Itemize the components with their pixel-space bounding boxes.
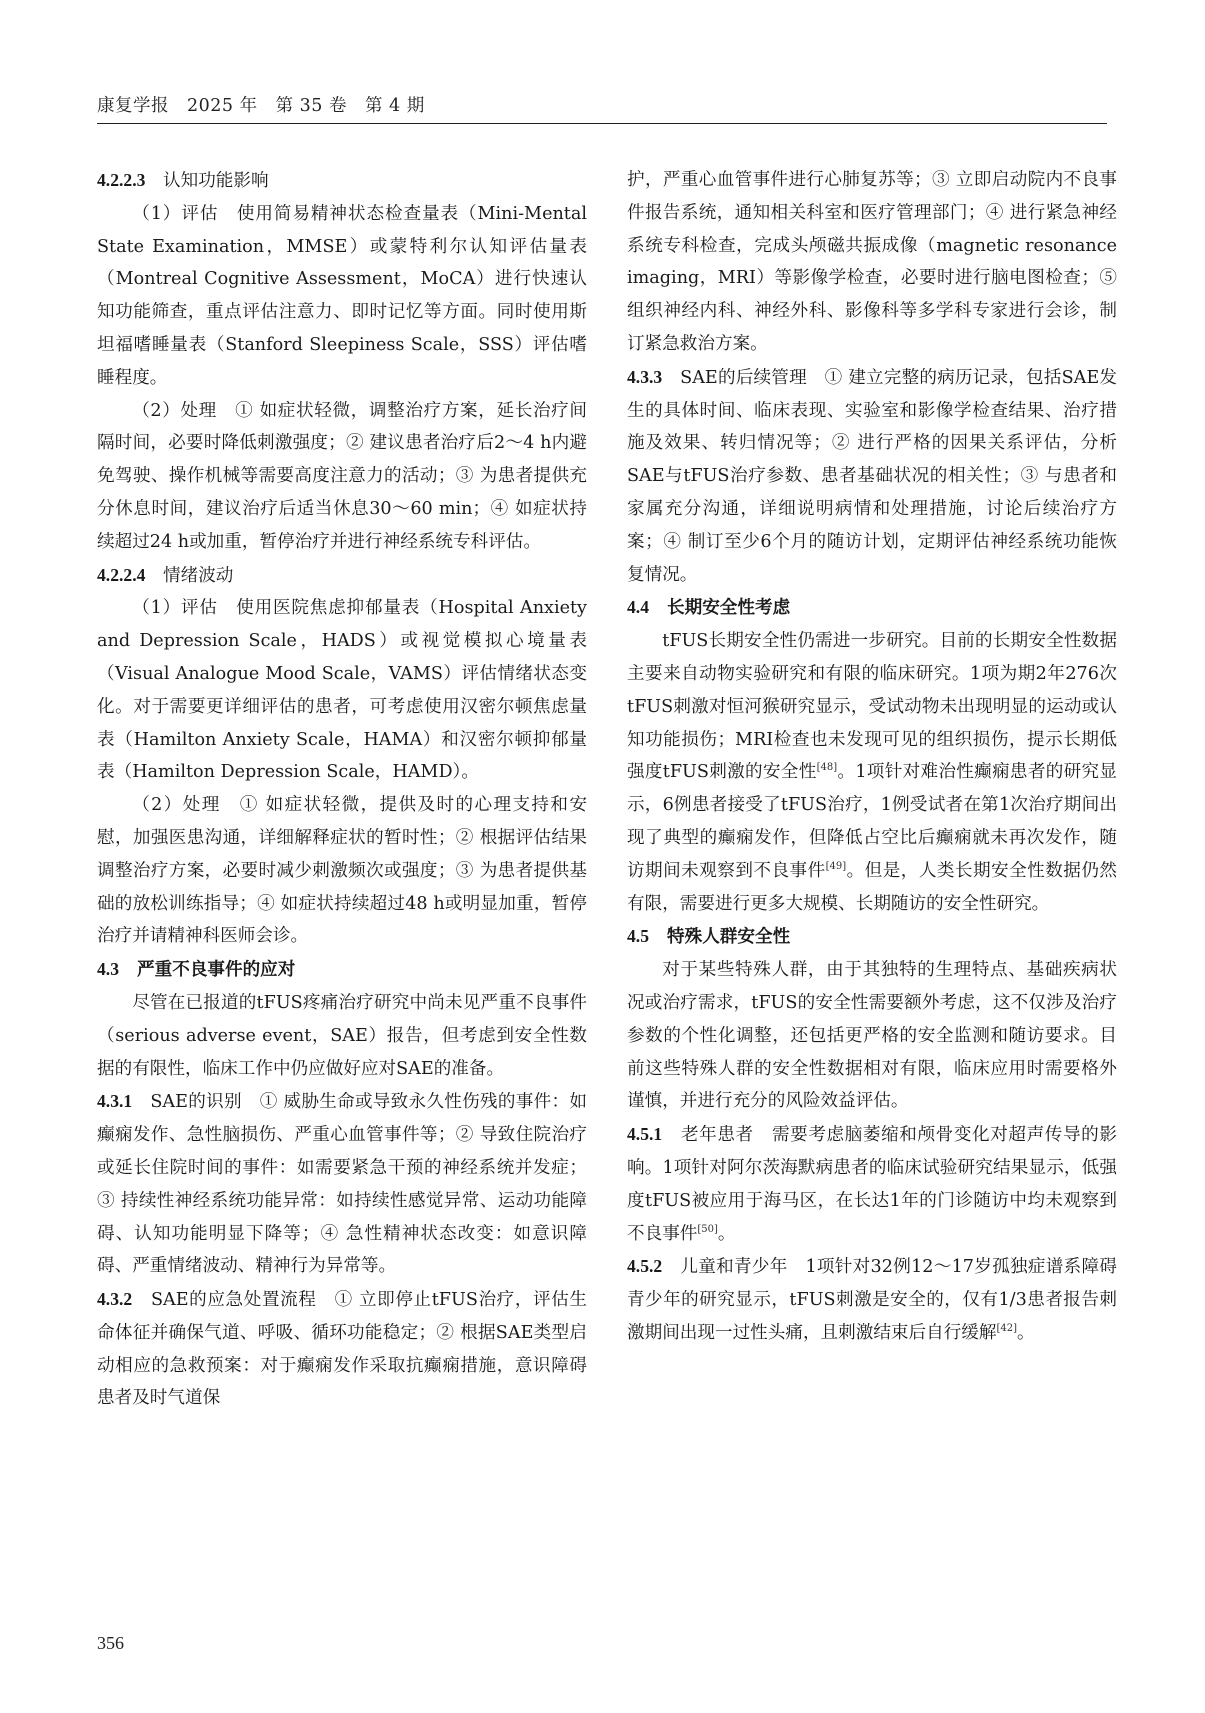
text-run: 。1项针对难治性癫痫患者的研究显示，6例患者接受了tFUS治疗，1例受试者在第1次治疗期间出现了典型的癫痫发作，但降低占空比后癫痫就未再次发作，随访期间未观察到不良事件	[627, 762, 1117, 881]
paragraph-continued: 护，严重心血管事件进行心肺复苏等；③ 立即启动院内不良事件报告系统，通知相关科室和医疗管理部门；④ 进行紧急神经系统专科检查，完成头颅磁共振成像（magnetic resonance imaging，MRI）等影像学检查，必要时进行脑电图检查；⑤ 组织神经内科、神经外科、影像科等多学科专家进行会诊，制订紧急救治方案。	[627, 170, 1117, 354]
section-number: 4.2.2.4	[97, 564, 146, 585]
section-number: 4.3.2	[97, 1289, 133, 1310]
section-title: 情绪波动	[163, 565, 234, 586]
header-divider	[97, 123, 1107, 124]
journal-header: 康复学报 2025 年 第 35 卷 第 4 期	[97, 96, 425, 116]
citation-50: [50]	[697, 1223, 718, 1235]
paragraph: ① 威胁生命或导致永久性伤残的事件：如癫痫发作、急性脑损伤、严重心血管事件等；② 导致住院治疗或延长住院时间的事件：如需要紧急干预的神经系统并发症；③ 持续性神经系统功能异常：如持续性感觉异常、运动功能障碍、认知功能明显下降等；④ 急性精神状态改变：如意识障碍、严重情绪波动、精神行为异常等。	[97, 1092, 587, 1277]
section-title: SAE的应急处置流程	[150, 1290, 317, 1311]
text-run: 。但是，人类长期安全性数据仍然有限，需要进行更多大规模、长期随访的安全性研究。	[627, 860, 1117, 914]
paragraph	[627, 625, 1117, 920]
right-column	[627, 164, 1117, 1350]
subsection-4-3-1	[97, 1085, 587, 1283]
section-heading-4-2-2-3	[97, 164, 587, 198]
paragraph: （2）处理 ① 如症状轻微，调整治疗方案，延长治疗间隔时间，必要时降低刺激强度；② 建议患者治疗后2～4 h内避免驾驶、操作机械等需要高度注意力的活动；③ 为患者提供充分休息时间，建议治疗后适当休息30～60 min；④ 如症状持续超过24 h或加重，暂停治疗并进行神经系统专科评估。	[97, 400, 587, 552]
paragraph: ① 立即停止tFUS治疗，评估生命体征并确保气道、呼吸、循环功能稳定；② 根据SAE类型启动相应的急救预案：对于癫痫发作采取抗癫痫措施，意识障碍患者及时气道保	[97, 1290, 587, 1409]
subsection-4-3-3	[627, 361, 1117, 592]
section-number: 4.4	[627, 597, 649, 618]
section-number: 4.5	[627, 926, 649, 947]
paragraph: 尽管在已报道的tFUS疼痛治疗研究中尚未见严重不良事件（serious adverse event，SAE）报告，但考虑到安全性数据的有限性，临床工作中仍应做好应对SAE的准备。	[97, 992, 587, 1079]
text-run: 。	[717, 1223, 736, 1244]
citation-49: [49]	[825, 860, 847, 872]
section-heading-4-5	[627, 920, 1117, 954]
section-title: 长期安全性考虑	[667, 597, 791, 619]
section-title: 认知功能影响	[163, 171, 269, 191]
section-heading-4-2-2-4	[97, 559, 587, 593]
section-heading-4-4	[627, 591, 1117, 625]
citation-42: [42]	[996, 1323, 1018, 1335]
section-title: SAE的后续管理	[680, 367, 807, 388]
paragraph: 对于某些特殊人群，由于其独特的生理特点、基础疾病状况或治疗需求，tFUS的安全性需要额外考虑，这不仅涉及治疗参数的个性化调整，还包括更严格的安全监测和随访要求。目前这些特殊人群的安全性数据相对有限，临床应用时需要格外谨慎，并进行充分的风险效益评估。	[627, 960, 1117, 1112]
section-title: 特殊人群安全性	[667, 926, 791, 948]
section-number: 4.3.1	[97, 1091, 133, 1112]
paragraph: （2）处理 ① 如症状轻微，提供及时的心理支持和安慰，加强医患沟通，详细解释症状的暂时性；② 根据评估结果调整治疗方案，必要时减少刺激频次或强度；③ 为患者提供基础的放松训练指导；④ 如症状持续超过48 h或明显加重，暂停治疗并请精神科医师会诊。	[97, 795, 587, 947]
text-run: 。	[1017, 1322, 1035, 1343]
citation-48: [48]	[816, 762, 838, 774]
section-number: 4.3	[97, 959, 119, 980]
text-run: 需要考虑脑萎缩和颅骨变化对超声传导的影响。1项针对阿尔茨海默病患者的临床试验研究结果显示，低强度tFUS被应用于海马区，在长达1年的门诊随访中均未观察到不良事件	[627, 1125, 1117, 1244]
section-title: SAE的识别	[150, 1092, 242, 1113]
section-title: 严重不良事件的应对	[137, 959, 296, 981]
paragraph: ① 建立完整的病历记录，包括SAE发生的具体时间、临床表现、实验室和影像学检查结果、治疗措施及效果、转归情况等；② 进行严格的因果关系评估，分析SAE与tFUS治疗参数、患者基础状况的相关性；③ 与患者和家属充分沟通，详细说明病情和处理措施，讨论后续治疗方案；④ 制订至少6个月的随访计划，定期评估神经系统功能恢复情况。	[627, 367, 1117, 585]
section-title: 老年患者	[680, 1125, 754, 1146]
subsection-4-5-1	[627, 1118, 1117, 1250]
text-run: tFUS长期安全性仍需进一步研究。目前的长期安全性数据主要来自动物实验研究和有限的临床研究。1项为期2年276次tFUS刺激对恒河猴研究显示，受试动物未出现明显的运动或认知功能损伤；MRI检查也未发现可见的组织损伤，提示长期低强度tFUS刺激的安全性	[627, 631, 1117, 783]
section-number: 4.5.2	[627, 1256, 663, 1277]
page-number: 356	[97, 1633, 124, 1653]
paragraph: （1）评估 使用医院焦虑抑郁量表（Hospital Anxiety and Depression Scale，HADS）或视觉模拟心境量表（Visual Analogue Mood Scale，VAMS）评估情绪状态变化。对于需要更详细评估的患者，可考虑使用汉密尔顿焦虑量表（Hamilton Anxiety Scale，HAMA）和汉密尔顿抑郁量表（Hamilton Depression Scale，HAMD）。	[97, 598, 587, 783]
left-column	[97, 164, 587, 1415]
section-number: 4.5.1	[627, 1124, 663, 1145]
section-number: 4.3.3	[627, 366, 663, 387]
text-run: 1项针对32例12～17岁孤独症谱系障碍青少年的研究显示，tFUS刺激是安全的，仅有1/3患者报告刺激期间出现一过性头痛，且刺激结束后自行缓解	[627, 1257, 1117, 1343]
section-number: 4.2.2.3	[97, 170, 146, 190]
subsection-4-3-2	[97, 1283, 587, 1415]
subsection-4-5-2	[627, 1250, 1117, 1349]
section-title: 儿童和青少年	[680, 1257, 788, 1278]
paragraph: （1）评估 使用简易精神状态检查量表（Mini-Mental State Examination，MMSE）或蒙特利尔认知评估量表（Montreal Cognitive Assessment，MoCA）进行快速认知功能筛查，重点评估注意力、即时记忆等方面。同时使用斯坦福嗜睡量表（Stanford Sleepiness Scale，SSS）评估嗜睡程度。	[97, 203, 587, 388]
section-heading-4-3	[97, 953, 587, 987]
